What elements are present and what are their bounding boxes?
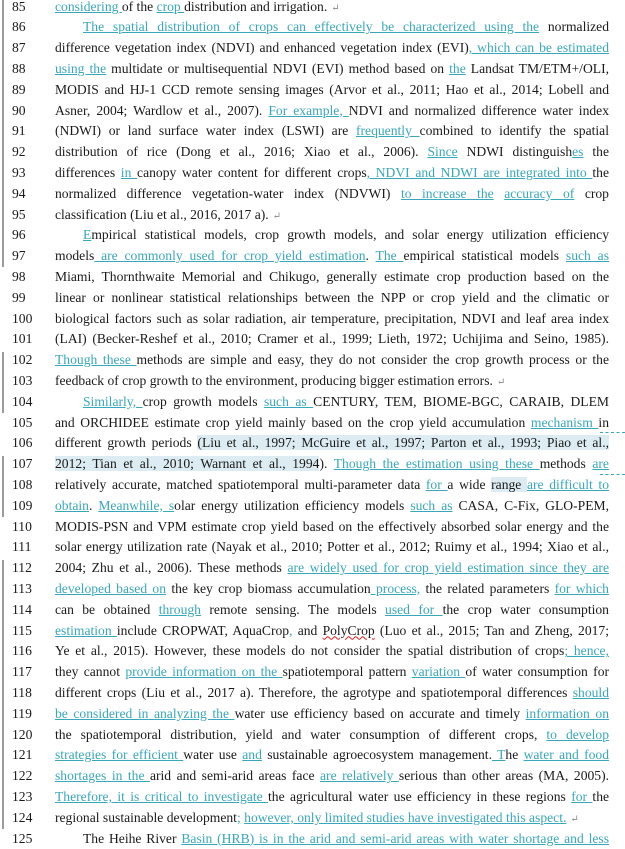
line-number: 104: [12, 393, 33, 409]
text-run: classification (Liu et al., 2016, 2017 a).: [55, 206, 269, 222]
tracked-insertion: and: [242, 747, 262, 763]
line-number: 114: [12, 601, 32, 617]
tracked-insertion: in: [120, 165, 138, 180]
tracked-insertion: to increase the: [400, 185, 494, 201]
tracked-insertion: such as: [263, 393, 314, 409]
text-run: empirical statistical models: [403, 248, 566, 264]
text-run: CASA, C-Fix, GLO-PEM,: [452, 497, 609, 513]
document-line[interactable]: [0, 704, 625, 725]
document-line[interactable]: [0, 517, 625, 538]
line-text[interactable]: [55, 600, 609, 621]
text-run: arid and semi-arid areas face: [149, 768, 321, 784]
text-run: Ye et al., 2015). However, these models do not consider the spatial distribution of crops: [55, 643, 565, 659]
text-run: MODIS and HJ-1 CCD remote sensing images (Arvor et al., 2011; Hao et al., 2014; Lobell and: [55, 81, 609, 97]
line-text[interactable]: [55, 808, 609, 831]
tracked-insertion: , which can be estimated: [468, 40, 609, 56]
document-line[interactable]: [0, 267, 625, 288]
text-run: distribution of rice (Dong et al., 2016; Xiao et al., 2006).: [55, 144, 428, 160]
tracked-insertion: E: [83, 227, 92, 243]
document-line[interactable]: [0, 600, 625, 621]
line-number: 125: [12, 830, 33, 846]
text-run: NDVI and normalized difference water index: [348, 102, 609, 118]
text-run: linear or nonlinear statistical relationships between the NPP or crop yield and the climatic or: [55, 289, 609, 305]
text-run: 2004; Zhu et al., 2006). These methods: [55, 560, 288, 576]
line-number: 121: [12, 747, 33, 763]
tracked-insertion: shortages in the: [55, 768, 150, 784]
tracked-insertion: using the: [55, 61, 107, 76]
text-run: water use efficiency based on accurate and timely: [234, 705, 526, 721]
comment-connector-line: [600, 432, 625, 433]
line-number: 110: [12, 518, 32, 534]
document-line[interactable]: [0, 309, 625, 330]
line-text[interactable]: [55, 413, 609, 434]
line-number: 94: [12, 185, 26, 201]
line-text[interactable]: [55, 163, 609, 184]
tracked-insertion: Meanwhile, s: [98, 497, 175, 513]
tracked-insertion: should: [572, 685, 609, 700]
highlighted-text: 2012; Tian et al., 2010; Warnant et al., 1994: [55, 456, 320, 472]
text-run: crop: [574, 185, 609, 201]
line-text[interactable]: [55, 496, 609, 517]
text-run: water use: [183, 747, 243, 763]
tracked-insertion: Basin (HRB) is in the arid and semi-arid areas with water shortage and less: [181, 830, 609, 846]
tracked-insertion: Since: [427, 144, 458, 160]
text-run: (LAI) (Becker-Reshef et al., 2010; Cramer et al., 1999; Lieth, 1972; Uchijima and Seino, 1985).: [55, 331, 609, 347]
line-text[interactable]: [55, 704, 609, 725]
tracked-insertion: strategies for efficient: [55, 747, 184, 763]
line-number: 108: [12, 477, 33, 492]
line-text[interactable]: [55, 121, 609, 142]
line-text[interactable]: [55, 725, 609, 746]
tracked-insertion: Though the estimation using these: [333, 456, 540, 472]
text-run: olar energy utilization efficiency models: [174, 497, 411, 513]
text-run: distribution and irrigation.: [184, 0, 328, 14]
text-run: he: [505, 747, 524, 763]
tracked-insertion: developed based on: [55, 581, 167, 596]
tracked-insertion: provide information on the: [125, 664, 283, 680]
line-number: 105: [12, 414, 33, 430]
text-run: feedback of crop growth to the environment, producing bigger estimation errors.: [55, 373, 493, 388]
line-number: 86: [12, 19, 26, 35]
tracked-insertion: used for: [385, 601, 443, 617]
line-number: 101: [12, 331, 33, 347]
text-run: solar energy utilization rate (Nayak et al., 2010; Potter et al., 2012; Ruimy et al., 1994; Xiao et al.,: [55, 539, 609, 555]
line-number: 111: [12, 539, 32, 555]
document-line[interactable]: [0, 392, 625, 413]
text-run: MODIS-PSN and VPM estimate crop yield based on the effectively absorbed solar energy and the: [55, 518, 609, 534]
line-number: 89: [12, 81, 26, 97]
text-run: differences: [55, 165, 121, 180]
line-number: 97: [12, 248, 26, 264]
text-run: different growth periods: [55, 435, 198, 451]
highlighted-text: (Liu et al., 1997; McGuire et al., 1997; Parton et al., 1993; Piao et al.,: [197, 435, 609, 451]
document-line[interactable]: [0, 475, 625, 496]
tracked-insertion: for: [425, 477, 448, 492]
line-text[interactable]: [55, 517, 609, 538]
line-text[interactable]: [55, 537, 609, 558]
text-run: the key crop biomass accumulation: [166, 581, 371, 596]
paragraph-mark-icon: ↵: [272, 210, 282, 222]
text-run: methods are simple and easy, they do not consider the crop growth process or the: [136, 352, 609, 368]
document-line[interactable]: [0, 725, 625, 746]
line-text[interactable]: [55, 787, 609, 808]
line-number: 107: [12, 456, 33, 472]
change-bar: [2, 560, 4, 828]
document-line[interactable]: [0, 641, 625, 662]
tracked-insertion: accuracy of: [504, 185, 575, 201]
document-line[interactable]: [0, 121, 625, 142]
line-text[interactable]: [55, 17, 609, 38]
spelling-error-text: PolyCrop: [322, 622, 375, 638]
line-number: 100: [12, 310, 33, 326]
tracked-insertion: T: [491, 747, 506, 763]
text-run: the related parameters: [420, 581, 555, 596]
text-run: the crop water consumption: [442, 601, 609, 617]
text-run: the: [592, 165, 610, 180]
text-run: ).: [319, 456, 334, 472]
tracked-insertion: Though these: [55, 352, 137, 368]
text-run: different crops (Liu et al., 2017 a). Therefore, the agrotype and spatiotemporal differences: [55, 685, 573, 700]
line-text[interactable]: [55, 142, 609, 163]
text-run: methods: [539, 456, 593, 472]
line-number: 120: [12, 726, 33, 742]
comment-connector-line: [600, 474, 625, 475]
document-line[interactable]: [0, 80, 625, 101]
text-run: normalized: [539, 19, 609, 35]
line-text[interactable]: [55, 392, 609, 413]
text-run: biological factors such as solar radiation, air temperature, precipitation, NDVI and leaf area index: [55, 310, 609, 326]
line-number: 115: [12, 622, 32, 638]
tracked-insertion: The: [375, 248, 404, 264]
tracked-insertion: estimation: [55, 622, 117, 638]
line-text[interactable]: [55, 662, 609, 683]
line-text[interactable]: [55, 205, 609, 228]
text-run: multidate or multisequential NDVI (EVI) method based on: [106, 61, 450, 76]
document-line[interactable]: [0, 745, 625, 766]
line-number: 96: [12, 227, 26, 243]
highlighted-text: range: [491, 477, 527, 492]
document-line[interactable]: [0, 288, 625, 309]
line-number: 106: [12, 435, 33, 451]
document-line[interactable]: [0, 350, 625, 371]
text-run: Asner, 2004; Wardlow et al., 2007).: [55, 102, 269, 118]
document-line[interactable]: [0, 662, 625, 683]
line-text[interactable]: [55, 225, 609, 246]
tracked-insertion: information on: [525, 705, 609, 721]
line-number: 116: [12, 643, 32, 659]
text-run: the: [583, 144, 609, 160]
text-run: difference vegetation index (NDVI) and enhanced vegetation index (EVI): [55, 40, 469, 56]
document-line[interactable]: [0, 766, 625, 787]
tracked-insertion: Similarly,: [83, 393, 143, 409]
tracked-insertion: ; hence,: [564, 643, 609, 659]
line-number: 113: [12, 581, 32, 596]
text-run: combined to identify the spatial: [419, 123, 609, 139]
text-run: they cannot: [55, 664, 126, 680]
paragraph-mark-icon: ↵: [570, 813, 579, 825]
line-text[interactable]: [55, 829, 609, 849]
tracked-insertion: are relatively: [320, 768, 399, 784]
line-number: 102: [12, 352, 33, 368]
tracked-insertion: are: [592, 456, 609, 472]
text-run: normalized difference vegetation-water index (NDVWI): [55, 185, 401, 201]
line-number: 122: [12, 768, 33, 784]
text-run: sustainable agroecosystem management.: [261, 747, 492, 763]
text-run: NDWI distinguish: [457, 144, 573, 160]
text-run: (Luo et al., 2015; Tan and Zheng, 2017;: [374, 622, 610, 638]
tracked-insertion: The spatial distribution of crops can effectively be characterized: [83, 19, 485, 35]
line-text[interactable]: [55, 683, 609, 704]
text-run: the spatiotemporal distribution, yield and water consumption of different crops,: [55, 726, 547, 742]
tracked-insertion: ,: [289, 622, 293, 638]
tracked-insertion: , NDVI and NDWI are integrated into: [366, 165, 593, 180]
line-number: 109: [12, 497, 33, 513]
tracked-insertion: Therefore, it is critical to investigate: [55, 789, 269, 804]
paragraph-mark-icon: ↵: [496, 377, 506, 388]
tracked-insertion: such as: [565, 248, 609, 264]
document-line[interactable]: [0, 621, 625, 642]
line-text[interactable]: [55, 475, 609, 496]
tracked-insertion: mechanism: [530, 414, 599, 430]
line-text[interactable]: [55, 309, 609, 330]
tracked-insertion: water and food: [523, 747, 610, 763]
tracked-insertion: for: [571, 789, 593, 804]
document-line[interactable]: [0, 808, 625, 829]
document-line[interactable]: [0, 371, 625, 392]
text-run: the agricultural water use efficiency in these regions: [268, 789, 572, 804]
text-run: [494, 186, 505, 201]
tracked-insertion: using the: [484, 19, 540, 35]
tracked-insertion: such as: [410, 497, 453, 513]
tracked-insertion: are commonly used for crop yield estimation: [94, 248, 366, 264]
text-run: Landsat TM/ETM+/OLI,: [465, 61, 610, 76]
line-number: 85: [12, 0, 26, 14]
document-line[interactable]: [0, 38, 625, 59]
text-run: serious than other areas (MA, 2005).: [398, 768, 610, 784]
text-run: of water consumption for: [465, 664, 610, 680]
text-run: a wide: [447, 477, 492, 492]
tracked-insertion: crop: [156, 0, 185, 14]
document-line[interactable]: [0, 17, 625, 38]
line-text[interactable]: [55, 246, 609, 267]
document-line[interactable]: [0, 537, 625, 558]
line-number: 118: [12, 685, 32, 700]
document-line[interactable]: [0, 101, 625, 122]
line-text[interactable]: [55, 371, 609, 394]
tracked-insertion: for which: [554, 581, 609, 596]
document-line[interactable]: [0, 787, 625, 808]
line-text[interactable]: [55, 38, 609, 59]
line-number: 123: [12, 789, 33, 804]
line-number: 124: [12, 809, 33, 825]
tracked-insertion: are widely used for crop yield estimation since they are: [287, 560, 609, 576]
document-line[interactable]: [0, 558, 625, 579]
text-run: of the: [121, 0, 157, 14]
text-run: .: [365, 248, 376, 264]
document-line[interactable]: [0, 496, 625, 517]
text-run: crop growth models: [142, 393, 264, 409]
text-run: spatiotemporal pattern: [282, 664, 412, 680]
tracked-insertion: to develop: [546, 726, 609, 742]
document-line[interactable]: [0, 579, 625, 600]
text-run: relatively accurate, matched spatiotemporal multi-parameter data: [55, 477, 426, 492]
line-number: 93: [12, 165, 26, 180]
paragraph-mark-icon: ↵: [331, 2, 340, 14]
line-text[interactable]: [55, 641, 609, 662]
change-bar: [2, 352, 4, 412]
document-line[interactable]: [0, 0, 625, 17]
document-line[interactable]: [0, 163, 625, 184]
text-run: regional sustainable development: [55, 809, 237, 825]
line-text[interactable]: [55, 101, 609, 122]
line-text[interactable]: [55, 558, 609, 579]
line-number: 88: [12, 61, 26, 76]
line-number: 92: [12, 144, 26, 160]
document-line[interactable]: [0, 683, 625, 704]
tracked-insertion: obtain: [55, 497, 89, 513]
document-line[interactable]: [0, 142, 625, 163]
line-number: 91: [12, 123, 26, 139]
document-line[interactable]: [0, 829, 625, 849]
document-line[interactable]: [0, 246, 625, 267]
text-run: canopy water content for different crops: [137, 165, 367, 180]
document-line[interactable]: [0, 59, 625, 80]
line-number: 98: [12, 269, 26, 284]
tracked-insertion: variation: [411, 664, 466, 680]
line-text[interactable]: [55, 329, 609, 350]
document-line[interactable]: [0, 184, 625, 205]
text-run: mpirical statistical models, crop growth models, and solar energy utilization efficiency: [91, 227, 609, 243]
text-run: include CROPWAT, AquaCrop: [116, 622, 290, 638]
line-number: 103: [12, 373, 33, 388]
line-number: 95: [12, 206, 26, 222]
tracked-insertion: be considered in analyzing the: [55, 705, 235, 721]
text-run: Miami, Thornthwaite Memorial and Chikugo, generally estimate crop production based on the: [55, 269, 609, 284]
text-run: and ORCHIDEE estimate crop yield mainly based on the crop yield accumulation: [55, 414, 531, 430]
line-text[interactable]: [55, 621, 609, 642]
text-run: (NDWI) or land surface water index (LSWI) are: [55, 123, 356, 139]
line-number: 119: [12, 705, 32, 721]
line-text[interactable]: [55, 350, 609, 371]
line-text[interactable]: [55, 267, 609, 288]
line-text[interactable]: [55, 184, 609, 205]
tracked-insertion: process,: [370, 581, 421, 596]
text-run: and: [292, 622, 323, 638]
document-line[interactable]: [0, 433, 625, 454]
text-run: can be obtained: [55, 601, 159, 617]
tracked-insertion: are difficult to: [527, 477, 609, 492]
line-text[interactable]: [55, 288, 609, 309]
line-number: 87: [12, 40, 26, 56]
change-bar: [2, 456, 4, 516]
line-text[interactable]: [55, 59, 609, 80]
line-number: 112: [12, 560, 32, 576]
tracked-insertion: considering: [55, 0, 122, 14]
text-run: the: [592, 789, 610, 804]
tracked-insertion: the: [449, 61, 466, 76]
tracked-insertion: however, only limited studies have investigated this aspect.: [244, 809, 567, 825]
line-number: 99: [12, 289, 26, 305]
document-line[interactable]: [0, 205, 625, 226]
text-run: CENTURY, TEM, BIOME-BGC, CARAIB, DLEM: [313, 393, 609, 409]
tracked-insertion: es: [572, 144, 584, 160]
document-line[interactable]: [0, 225, 625, 246]
tracked-insertion: ;: [236, 809, 241, 825]
line-text[interactable]: [55, 454, 609, 475]
tracked-insertion: frequently: [356, 123, 420, 139]
text-run: in: [598, 414, 609, 430]
line-text[interactable]: [55, 766, 609, 787]
line-text[interactable]: [55, 579, 609, 600]
text-run: models: [55, 248, 95, 264]
document-line[interactable]: [0, 413, 625, 434]
text-run: The Heihe River: [83, 830, 182, 846]
document-line[interactable]: [0, 454, 625, 475]
text-run: .: [88, 497, 99, 513]
text-run: remote sensing. The models: [200, 601, 386, 617]
line-text[interactable]: [55, 433, 609, 454]
tracked-insertion: For example,: [268, 102, 349, 118]
tracked-insertion: through: [158, 601, 201, 617]
change-bar: [2, 0, 4, 267]
line-text[interactable]: [55, 745, 609, 766]
line-text[interactable]: [55, 80, 609, 101]
line-number: 90: [12, 102, 26, 118]
document-line[interactable]: [0, 329, 625, 350]
line-number: 117: [12, 664, 32, 680]
